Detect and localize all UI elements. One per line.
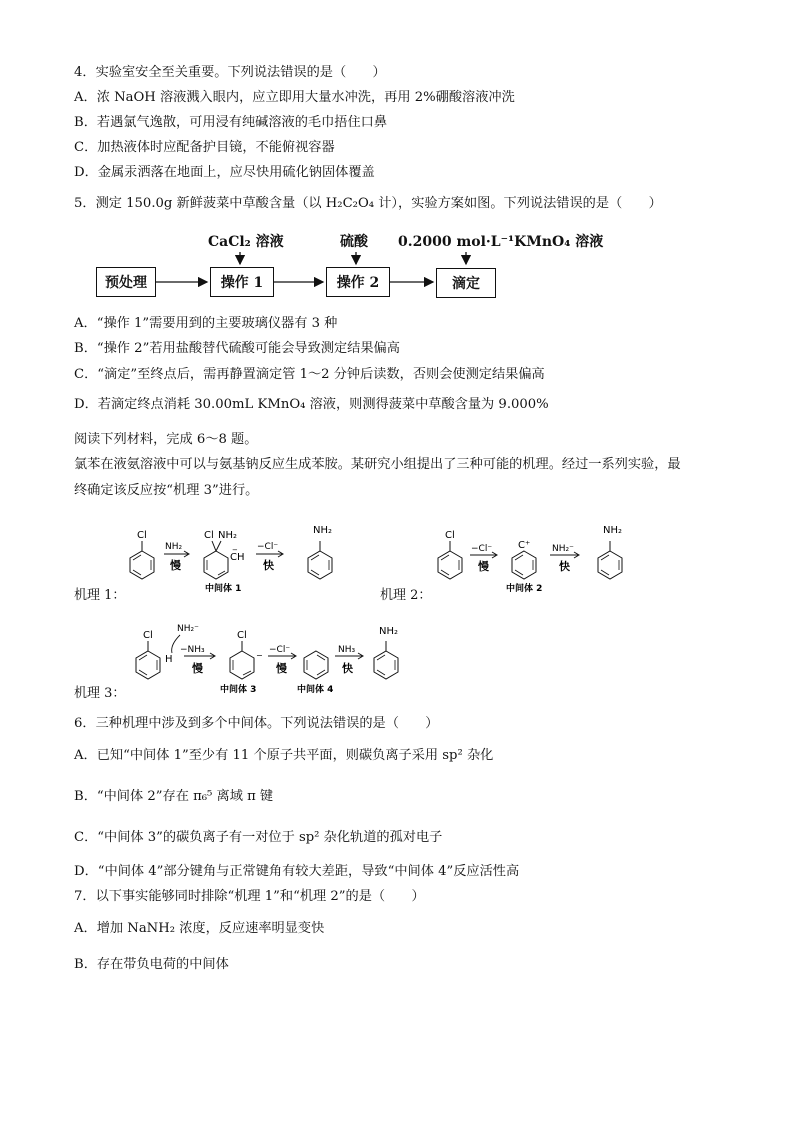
material-intro: 阅读下列材料，完成 6～8 题。 <box>74 432 258 447</box>
int2-cplus-label: C⁺ <box>518 540 531 551</box>
q7-stem: 7．以下事实能够同时排除“机理 1”和“机理 2”的是（ ） <box>74 889 425 904</box>
mechanism-1-scheme <box>120 515 370 595</box>
q5-option-b: B．“操作 2”若用盐酸替代硫酸可能会导致测定结果偏高 <box>74 341 400 356</box>
q6-option-d: D．“中间体 4”部分键角与正常键角有较大差距，导致“中间体 4”反应活性高 <box>74 864 520 879</box>
intermediate-4-structure <box>304 651 328 679</box>
int3-cl-label: Cl <box>237 630 247 641</box>
q5-flow-diagram <box>94 230 614 310</box>
q7-option-a: A．增加 NaNH₂ 浓度，反应速率明显变快 <box>74 921 325 936</box>
q5-option-d: D．若滴定终点消耗 30.00mL KMnO₄ 溶液，则测得菠菜中草酸含量为 9.000% <box>74 397 549 412</box>
aniline-nh2-label: NH₂ <box>603 525 623 536</box>
chlorobenzene-structure <box>438 541 462 579</box>
box-operation-2: 操作 2 <box>326 267 390 297</box>
q6-option-b: B．“中间体 2”存在 π₆⁵ 离域 π 键 <box>74 789 274 804</box>
q4-option-a: A．浓 NaOH 溶液溅入眼内，应立即用大量水冲洗，再用 2%硼酸溶液冲洗 <box>74 90 515 105</box>
q5-option-a: A．“操作 1”需要用到的主要玻璃仪器有 3 种 <box>74 316 338 331</box>
aniline-nh2-label: NH₂ <box>379 626 399 637</box>
q6-option-a: A．已知“中间体 1”至少有 11 个原子共平面，则碳负离子采用 sp² 杂化 <box>74 748 494 763</box>
mechanism-2-label: 机理 2： <box>380 588 432 603</box>
mechanism-3-scheme <box>122 615 422 700</box>
h-label: H <box>165 654 173 665</box>
aniline-structure <box>598 541 622 579</box>
int3-charge: − <box>256 651 263 660</box>
cl-label: Cl <box>137 530 147 541</box>
mechanism-3-label: 机理 3： <box>74 686 126 701</box>
q5-option-c: C．“滴定”至终点后，需再静置滴定管 1～2 分钟后读数，否则会使测定结果偏高 <box>74 367 545 382</box>
box-titration: 滴定 <box>436 268 496 298</box>
chlorobenzene-structure <box>136 641 160 679</box>
reagent-nh2: NH₂ <box>165 542 183 552</box>
q4-option-d: D．金属汞洒落在地面上，应尽快用硫化钠固体覆盖 <box>74 165 375 180</box>
reagent-minus-cl: −Cl⁻ <box>257 542 279 552</box>
aniline-structure <box>308 541 332 579</box>
int1-ch-label: CH <box>230 552 245 563</box>
step-slow-label-2: 慢 <box>276 662 287 675</box>
intermediate-2-structure <box>512 551 536 579</box>
step-slow-label: 慢 <box>170 559 181 572</box>
int1-cl-label: Cl <box>204 530 214 541</box>
box-operation-1: 操作 1 <box>210 267 274 297</box>
step-slow-label-1: 慢 <box>192 662 203 675</box>
intermediate-2-label: 中间体 2 <box>506 584 543 594</box>
q4-option-c: C．加热液体时应配备护目镜，不能俯视容器 <box>74 140 335 155</box>
int1-charge: − <box>232 546 238 554</box>
reagent-nh3: NH₃ <box>338 645 356 655</box>
reagent-nh2-minus: NH₂⁻ <box>552 544 574 554</box>
chlorobenzene-structure <box>130 541 154 579</box>
q4-stem: 4．实验室安全至关重要。下列说法错误的是（ ） <box>74 65 386 80</box>
int1-nh2-label: NH₂ <box>218 530 238 541</box>
step-fast-label: 快 <box>559 560 570 573</box>
intermediate-1-structure <box>204 541 228 579</box>
step-fast-label: 快 <box>342 662 353 675</box>
q6-stem: 6．三种机理中涉及到多个中间体。下列说法错误的是（ ） <box>74 716 439 731</box>
mechanism-2-scheme <box>428 515 658 595</box>
cl-label: Cl <box>445 530 455 541</box>
q4-option-b: B．若遇氯气逸散，可用浸有纯碱溶液的毛巾捂住口鼻 <box>74 115 388 130</box>
intermediate-3-structure <box>230 641 254 679</box>
mechanism-1-label: 机理 1： <box>74 588 126 603</box>
reagent-minus-cl: −Cl⁻ <box>269 645 291 655</box>
reagent-cacl2: CaCl₂ 溶液 <box>208 234 284 250</box>
cl-label: Cl <box>143 630 153 641</box>
reagent-h2so4: 硫酸 <box>340 234 368 250</box>
q5-stem: 5．测定 150.0g 新鲜菠菜中草酸含量（以 H₂C₂O₄ 计），实验方案如图。下列说法错误的是（ ） <box>74 196 662 211</box>
intermediate-1-label: 中间体 1 <box>205 584 242 594</box>
material-text-1: 氯苯在液氨溶液中可以与氨基钠反应生成苯胺。某研究小组提出了三种可能的机理。经过一系列实验，最 <box>74 457 681 472</box>
step-slow-label: 慢 <box>478 560 489 573</box>
aniline-structure <box>374 641 398 679</box>
box-pretreatment: 预处理 <box>96 267 156 297</box>
intermediate-3-label: 中间体 3 <box>220 685 257 695</box>
q7-option-b: B．存在带负电荷的中间体 <box>74 957 229 972</box>
reagent-kmno4: 0.2000 mol·L⁻¹KMnO₄ 溶液 <box>398 234 604 250</box>
intermediate-4-label: 中间体 4 <box>297 685 334 695</box>
q6-option-c: C．“中间体 3”的碳负离子有一对位于 sp² 杂化轨道的孤对电子 <box>74 830 443 845</box>
reagent-minus-nh3: −NH₃ <box>180 645 205 655</box>
step-fast-label: 快 <box>263 559 274 572</box>
aniline-nh2-label: NH₂ <box>313 525 333 536</box>
nh2-minus-label: NH₂⁻ <box>177 624 199 634</box>
material-text-2: 终确定该反应按“机理 3”进行。 <box>74 483 259 498</box>
reagent-minus-cl: −Cl⁻ <box>471 544 493 554</box>
